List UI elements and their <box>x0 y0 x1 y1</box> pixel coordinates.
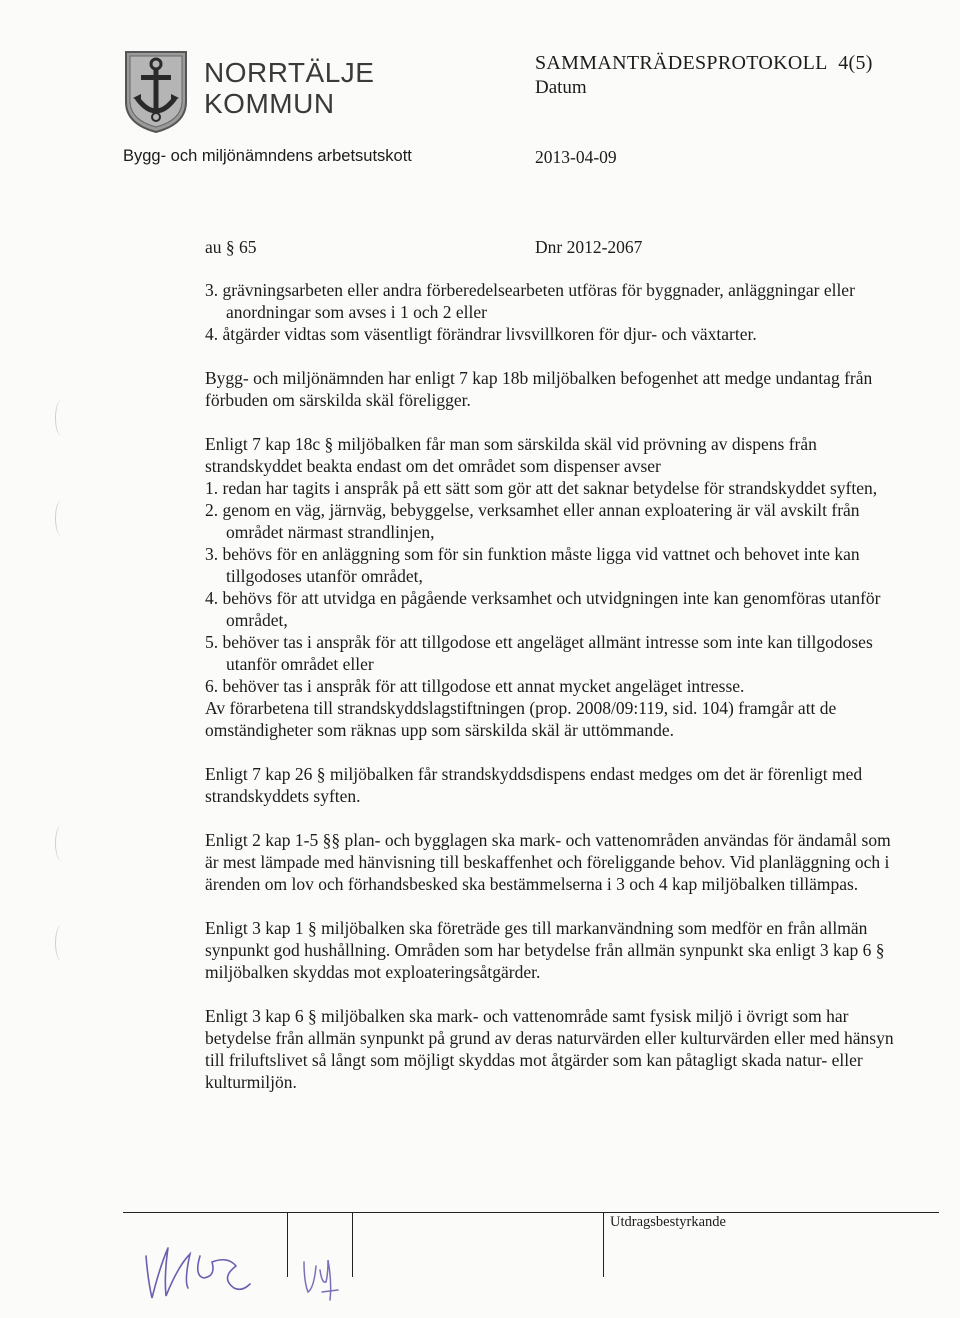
meeting-date: 2013-04-09 <box>535 147 617 167</box>
paragraph: Enligt 7 kap 18c § miljöbalken får man som särskilda skäl vid prövning av dispens från strandskyddet beakta endast om det området som dispenser avser <box>205 434 817 476</box>
extract-certification-label: Utdragsbestyrkande <box>610 1214 726 1230</box>
list-item: 1. redan har tagits i anspråk på ett sätt som gör att det saknar betydelse för strandskyddet syften, <box>205 478 878 498</box>
list-item: 4. behövs för att utvidga en pågående verksamhet och utvidgningen inte kan genomföras utanför området, <box>205 588 881 630</box>
list-item: 3. grävningsarbeten eller andra förberedelsearbeten utföras för byggnader, anläggningar eller anordningar som avses i 1 och 2 eller <box>205 280 855 322</box>
footer-divider <box>352 1212 353 1277</box>
list-item: 5. behöver tas i anspråk för att tillgodose ett angeläget allmänt intresse som inte kan tillgodoses utanför området eller <box>205 632 873 674</box>
paragraph: Enligt 3 kap 6 § miljöbalken ska mark- och vattenområde samt fysisk miljö i övrigt som har betydelse från allmän synpunkt på grund av deras naturvärden eller kulturvärden eller med hänsyn till friluftslivet så långt som möjligt skyddas mot åtgärder som kan påtagligt skada natur- eller kulturmiljön. <box>205 1006 894 1092</box>
coat-of-arms-icon <box>123 48 189 134</box>
scan-mark <box>55 825 68 861</box>
municipality-logo <box>123 48 189 134</box>
paragraph: Enligt 3 kap 1 § miljöbalken ska företräde ges till markanvändning som medför en från allmän synpunkt god hushållning. Områden som har betydelse från allmän synpunkt ska enligt 3 kap 6 § miljöbalken skyddas mot exploateringsåtgärder. <box>205 918 885 982</box>
paragraph: Enligt 2 kap 1-5 §§ plan- och bygglagen ska mark- och vattenområden användas för ändamål som är mest lämpade med hänvisning till beskaffenhet och föreliggande behov. Vid planläggning och i ärenden om lov och förhandsbesked ska bestämmelserna i 3 och 4 kap miljöbalken tillämpas. <box>205 830 891 894</box>
signature-2 <box>298 1252 348 1304</box>
organization-name <box>204 57 374 119</box>
paragraph: Bygg- och miljönämnden har enligt 7 kap 18b miljöbalken befogenhet att medge undantag från förbuden om särskilda skäl föreligger. <box>205 368 873 410</box>
scan-mark <box>55 400 68 436</box>
list-item: 4. åtgärder vidtas som väsentligt förändrar livsvillkoren för djur- och växtarter. <box>205 324 757 344</box>
org-line-2: KOMMUN <box>204 88 335 119</box>
list-item: 6. behöver tas i anspråk för att tillgodose ett annat mycket angeläget intresse. <box>205 676 745 696</box>
datum-label: Datum <box>535 77 587 98</box>
paragraph-number: au § 65 <box>205 237 257 257</box>
document-type-label: SAMMANTRÄDESPROTOKOLL <box>535 52 828 74</box>
paragraph: Enligt 7 kap 26 § miljöbalken får strandskyddsdispens endast medges om det är förenligt med strandskyddets syften. <box>205 764 863 806</box>
list-item: 2. genom en väg, järnväg, bebyggelse, verksamhet eller annan exploatering är väl avskilt från området närmast strandlinjen, <box>205 500 860 542</box>
document-body <box>205 279 905 1093</box>
signature-1 <box>138 1226 258 1306</box>
list-item: 3. behövs för en anläggning som för sin funktion måste ligga vid vattnet och behovet inte kan tillgodoses utanför området, <box>205 544 860 586</box>
paragraph: Av förarbetena till strandskyddslagstiftningen (prop. 2008/09:119, sid. 104) framgår att de omständigheter som räknas upp som särskilda skäl är uttömmande. <box>205 698 837 740</box>
scan-mark <box>55 925 68 961</box>
document-type <box>535 52 873 75</box>
footer-divider <box>287 1212 288 1277</box>
footer-divider <box>603 1212 604 1277</box>
org-line-1: NORRTÄLJE <box>204 57 375 88</box>
page-number: 4(5) <box>838 52 873 74</box>
scan-mark <box>55 500 68 536</box>
committee-name: Bygg- och miljönämndens arbetsutskott <box>123 147 412 165</box>
diary-number: Dnr 2012-2067 <box>535 237 643 257</box>
footer-rule <box>123 1212 939 1213</box>
